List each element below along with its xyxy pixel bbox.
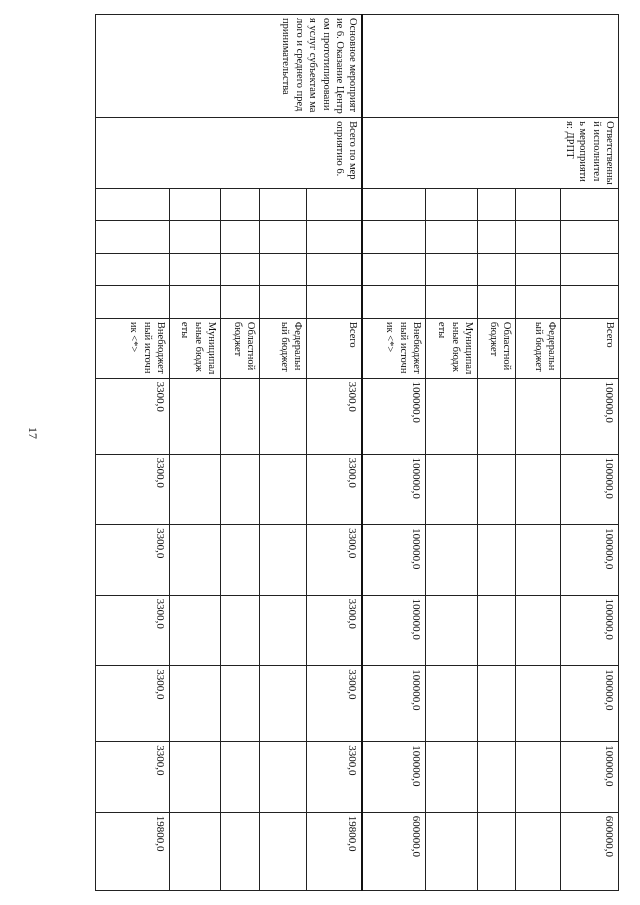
- amount-cell: 19800,0: [96, 812, 170, 890]
- empty-cell: [426, 253, 478, 286]
- empty-cell: [170, 286, 221, 319]
- responsible-cell: Всего по мероприятию 6.: [96, 118, 363, 189]
- amount-cell: 3300,0: [307, 742, 363, 813]
- page-number: 17: [26, 427, 40, 439]
- amount-cell: [170, 666, 221, 742]
- funding-source-cell: Внебюджетный источник <*>: [96, 318, 170, 378]
- amount-cell: [260, 666, 307, 742]
- empty-cell: [96, 188, 170, 221]
- empty-cell: [478, 188, 516, 221]
- event-name-cell: [363, 15, 619, 118]
- amount-cell: 3300,0: [96, 454, 170, 525]
- empty-cell: [221, 253, 260, 286]
- empty-cell: [170, 253, 221, 286]
- empty-cell: [561, 253, 619, 286]
- amount-cell: 3300,0: [96, 595, 170, 666]
- amount-cell: 100000,0: [561, 742, 619, 813]
- amount-cell: [516, 525, 561, 596]
- amount-cell: [221, 666, 260, 742]
- table-row: [307, 15, 363, 891]
- amount-cell: 3300,0: [96, 378, 170, 454]
- empty-cell: [561, 188, 619, 221]
- amount-cell: [426, 525, 478, 596]
- funding-source-cell: Областной бюджет: [221, 318, 260, 378]
- empty-cell: [363, 221, 426, 254]
- amount-cell: [221, 454, 260, 525]
- amount-cell: [426, 666, 478, 742]
- empty-cell: [260, 188, 307, 221]
- empty-cell: [516, 253, 561, 286]
- amount-cell: 3300,0: [96, 525, 170, 596]
- amount-cell: 100000,0: [363, 454, 426, 525]
- amount-cell: 100000,0: [561, 525, 619, 596]
- amount-cell: 3300,0: [307, 378, 363, 454]
- empty-cell: [426, 221, 478, 254]
- amount-cell: [426, 812, 478, 890]
- funding-source-cell: Внебюджетный источник <*>: [363, 318, 426, 378]
- empty-cell: [221, 221, 260, 254]
- amount-cell: [221, 378, 260, 454]
- empty-cell: [260, 286, 307, 319]
- empty-cell: [363, 253, 426, 286]
- empty-cell: [478, 253, 516, 286]
- amount-cell: [170, 595, 221, 666]
- responsible-cell: Ответственный исполнитель мероприятия: ДРПТ: [363, 118, 619, 189]
- amount-cell: 3300,0: [96, 666, 170, 742]
- amount-cell: 3300,0: [307, 454, 363, 525]
- funding-source-cell: Федеральный бюджет: [516, 318, 561, 378]
- amount-cell: 3300,0: [96, 742, 170, 813]
- amount-cell: [170, 525, 221, 596]
- amount-cell: 100000,0: [561, 454, 619, 525]
- amount-cell: 100000,0: [363, 378, 426, 454]
- amount-cell: 100000,0: [561, 595, 619, 666]
- amount-cell: [478, 595, 516, 666]
- amount-cell: [260, 742, 307, 813]
- amount-cell: [260, 378, 307, 454]
- empty-cell: [426, 188, 478, 221]
- empty-cell: [221, 188, 260, 221]
- amount-cell: 100000,0: [561, 666, 619, 742]
- empty-cell: [170, 188, 221, 221]
- amount-cell: 3300,0: [307, 525, 363, 596]
- event-name-cell: Основное мероприятие 6. Оказание Центром прототипирования услуг субъектам малого и среднего предпринимательства: [96, 15, 363, 118]
- amount-cell: [221, 742, 260, 813]
- amount-cell: [516, 742, 561, 813]
- amount-cell: [260, 454, 307, 525]
- amount-cell: 3300,0: [307, 666, 363, 742]
- amount-cell: [478, 742, 516, 813]
- amount-cell: 100000,0: [363, 595, 426, 666]
- table-row: [561, 15, 619, 891]
- empty-cell: [307, 221, 363, 254]
- amount-cell: 100000,0: [363, 666, 426, 742]
- empty-cell: [96, 253, 170, 286]
- funding-source-cell: Всего: [307, 318, 363, 378]
- empty-cell: [221, 286, 260, 319]
- empty-cell: [426, 286, 478, 319]
- amount-cell: [260, 525, 307, 596]
- amount-cell: [478, 378, 516, 454]
- amount-cell: [170, 378, 221, 454]
- amount-cell: [426, 454, 478, 525]
- empty-cell: [307, 253, 363, 286]
- empty-cell: [516, 221, 561, 254]
- empty-cell: [478, 286, 516, 319]
- amount-cell: [426, 742, 478, 813]
- funding-source-cell: Областной бюджет: [478, 318, 516, 378]
- funding-source-cell: Муниципальные бюджеты: [170, 318, 221, 378]
- amount-cell: 3300,0: [307, 595, 363, 666]
- empty-cell: [260, 253, 307, 286]
- amount-cell: [478, 525, 516, 596]
- amount-cell: [260, 595, 307, 666]
- amount-cell: [260, 812, 307, 890]
- empty-cell: [307, 286, 363, 319]
- amount-cell: 100000,0: [363, 525, 426, 596]
- amount-cell: [221, 812, 260, 890]
- empty-cell: [307, 188, 363, 221]
- empty-cell: [561, 221, 619, 254]
- funding-source-cell: Федеральный бюджет: [260, 318, 307, 378]
- empty-cell: [170, 221, 221, 254]
- amount-cell: 600000,0: [561, 812, 619, 890]
- amount-cell: [516, 454, 561, 525]
- amount-cell: [170, 742, 221, 813]
- empty-cell: [478, 221, 516, 254]
- budget-table-container: [96, 14, 619, 891]
- budget-table: [95, 14, 619, 891]
- amount-cell: [516, 378, 561, 454]
- amount-cell: 600000,0: [363, 812, 426, 890]
- empty-cell: [260, 221, 307, 254]
- amount-cell: [426, 595, 478, 666]
- empty-cell: [96, 221, 170, 254]
- amount-cell: [516, 812, 561, 890]
- amount-cell: [516, 595, 561, 666]
- empty-cell: [363, 286, 426, 319]
- funding-source-cell: Муниципальные бюджеты: [426, 318, 478, 378]
- amount-cell: [170, 812, 221, 890]
- amount-cell: 19800,0: [307, 812, 363, 890]
- funding-source-cell: Всего: [561, 318, 619, 378]
- amount-cell: 100000,0: [561, 378, 619, 454]
- amount-cell: [170, 454, 221, 525]
- amount-cell: [478, 454, 516, 525]
- amount-cell: [478, 666, 516, 742]
- amount-cell: [221, 595, 260, 666]
- amount-cell: [516, 666, 561, 742]
- empty-cell: [516, 188, 561, 221]
- empty-cell: [96, 286, 170, 319]
- empty-cell: [561, 286, 619, 319]
- amount-cell: [221, 525, 260, 596]
- empty-cell: [516, 286, 561, 319]
- amount-cell: [478, 812, 516, 890]
- amount-cell: 100000,0: [363, 742, 426, 813]
- amount-cell: [426, 378, 478, 454]
- empty-cell: [363, 188, 426, 221]
